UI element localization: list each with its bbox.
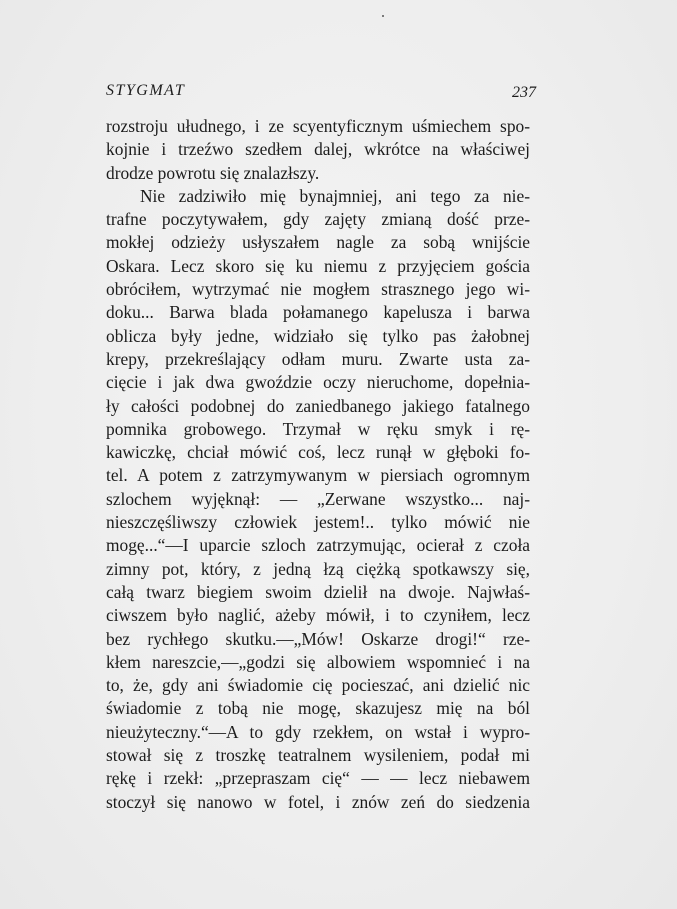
- text-line: ły całości podobnej do zaniedbanego jakiego fatalnego: [106, 395, 530, 416]
- text-line: mogę...“—I uparcie szloch zatrzymując, ocierał z czoła: [106, 535, 530, 556]
- text-line: szlochem wyjęknął: — „Zerwane wszystko... naj-: [106, 488, 530, 509]
- text-line: kłem nareszcie,—„godzi się albowiem wspomnieć i na: [106, 651, 530, 672]
- text-line: ciwszem było naglić, ażeby mówił, i to czyniłem, lecz: [106, 605, 530, 626]
- text-line: świadomie z tobą nie mogę, skazujesz mię na ból: [106, 698, 530, 719]
- text-line: całą twarz biegiem swoim dzielił na dwoje. Najwłaś-: [106, 581, 530, 602]
- text-line: tel. A potem z zatrzymywanym w piersiach ogromnym: [106, 465, 530, 486]
- page-number: 237: [512, 84, 536, 101]
- text-line: pomnika grobowego. Trzymał w ręku smyk i rę-: [106, 418, 530, 439]
- text-line: rozstroju ułudnego, i ze scyentyficznym uśmiechem spo-: [106, 116, 530, 136]
- text-line: nieużyteczny.“—A to gdy rzekłem, on wstał i wypro-: [106, 721, 530, 742]
- text-line: mokłej odzieży usłyszałem nagle za sobą wnijście: [106, 232, 530, 253]
- text-line: trafne poczytywałem, gdy zajęty zmianą dość prze-: [106, 209, 530, 230]
- text-line: cięcie i jak dwa gwoździe oczy nieruchome, dopełnia-: [106, 372, 530, 393]
- text-line: nieszczęśliwszy człowiek jestem!.. tylko mówić nie: [106, 512, 530, 533]
- text-line-paragraph-end: drodze powrotu się znalazłszy.: [106, 162, 320, 183]
- text-line-paragraph-start: Nie zadziwiło mię bynajmniej, ani tego za nie-: [140, 185, 530, 206]
- running-header: [106, 82, 536, 104]
- text-line: stował się z troszkę teatralnem wysileniem, podał mi: [106, 745, 530, 766]
- text-line: kawiczkę, chciał mówić coś, lecz runął w głęboki fo-: [106, 442, 530, 463]
- paper-speck: [382, 15, 384, 17]
- text-line: doku... Barwa blada połamanego kapelusza i barwa: [106, 302, 530, 323]
- text-line: rękę i rzekł: „przepraszam cię“ — — lecz niebawem: [106, 768, 530, 789]
- text-line: kojnie i trzeźwo szedłem dalej, wkrótce na właściwej: [106, 139, 530, 160]
- body-text: [106, 115, 530, 814]
- text-line: stoczył się nanowo w fotel, i znów zeń do siedzenia: [106, 791, 530, 812]
- text-line: zimny pot, który, z jedną łzą ciężką spotkawszy się,: [106, 558, 530, 579]
- running-title: STYGMAT: [106, 82, 186, 99]
- text-line: bez rychłego skutku.—„Mów! Oskarze drogi!“ rze-: [106, 628, 530, 649]
- text-line: to, że, gdy ani świadomie cię pocieszać, ani dzielić nic: [106, 675, 530, 696]
- text-line: oblicza były jedne, widziało się tylko pas żałobnej: [106, 325, 530, 346]
- text-line: obróciłem, wytrzymać nie mogłem strasznego jego wi-: [106, 279, 530, 300]
- text-line: Oskara. Lecz skoro się ku niemu z przyjęciem gościa: [106, 255, 530, 276]
- text-line: krepy, przekreślający odłam muru. Zwarte usta za-: [106, 348, 530, 369]
